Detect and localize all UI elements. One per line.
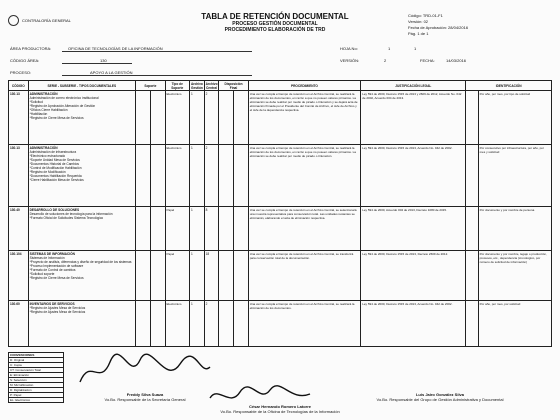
signature-role: Vo.Bo. Responsable del Grupo de Gestión Administrativa y Documental [376, 397, 504, 402]
series-name: SISTEMAS DE INFORMACIÓN [29, 251, 75, 256]
disposicion-ct-cell [219, 207, 234, 251]
document-type-item: *Soporte Unidad Mesa de Servicios [29, 157, 80, 162]
hoja-de-value: 1 [414, 46, 417, 51]
document-type-item: *Documentos Habilitación Requerida [29, 173, 82, 178]
proceso-label: PROCESO: [10, 70, 32, 75]
logo [8, 14, 78, 26]
signature-block-3 [180, 404, 380, 414]
retencion-central: 2 [204, 301, 219, 347]
code-box [408, 13, 468, 37]
disposicion-e-cell [234, 145, 249, 207]
title-block [150, 12, 400, 33]
series-name: ADMINISTRACIÓN [29, 91, 58, 96]
header-central: Archivo Central [205, 81, 218, 90]
disposicion-ct-cell [219, 145, 234, 207]
document-type-item: *Control de Modificación Habilitación [29, 165, 82, 170]
retencion-central: 8 [204, 207, 219, 251]
soporte-p-cell [136, 207, 151, 251]
row-code: 130.104 [9, 251, 29, 301]
row-code: 130.60 [9, 301, 29, 347]
version-label: VERSIÓN: [340, 58, 360, 63]
tipo-soporte: Electrónico [165, 91, 189, 145]
row-code: 130.13 [9, 145, 29, 207]
table-body [9, 91, 552, 347]
header-disposicion: Disposición Final [219, 81, 248, 91]
soporte-el-cell [150, 301, 165, 347]
seal-icon [8, 15, 19, 26]
disposicion-e-cell [234, 207, 249, 251]
document-title: TABLA DE RETENCIÓN DOCUMENTAL [201, 12, 349, 21]
approval-date-line: Fecha de Aprobación: 28/04/2016 [408, 25, 469, 30]
ident-mark-cell [466, 91, 478, 145]
table-row [9, 145, 552, 207]
logo-text: CONTRALORÍA GENERAL [22, 17, 71, 23]
page-line: Pág. 1 de 1 [408, 31, 429, 36]
convention-item: C: Copia [9, 363, 64, 368]
convention-item: D: Original [9, 358, 64, 363]
signature-block-1 [70, 392, 220, 402]
soporte-el-cell [150, 251, 165, 301]
header-tipo: Tipo de Soporte [165, 81, 189, 91]
header-procedimiento: PROCEDIMIENTO [248, 81, 361, 91]
document-type-item: *Solicitud soporte [29, 271, 55, 276]
ident-mark-cell [466, 301, 478, 347]
tipo-soporte: Papel [165, 207, 189, 251]
document-type-item: *Solicitud [29, 99, 43, 104]
signature-name: Luis Jairo González Silva [415, 392, 464, 397]
identificacion-text: Por documento y por nombre de persona [478, 207, 551, 251]
header-codigo: CÓDIGO [9, 81, 29, 91]
codigo-label: CÓDIGO ÁREA: [10, 58, 40, 63]
series-name: DESARROLLO DE SOLUCIONES [29, 207, 80, 212]
version-line: Versión: 02 [408, 19, 429, 24]
document-type-item: *Registro de Modificación [29, 169, 66, 174]
document-type-item: *Formato de Control de cambios [29, 267, 76, 272]
table-row [9, 91, 552, 145]
row-code: 130.13 [9, 91, 29, 145]
justificacion-text: Ley 594 de 2000, Decreto 1515 de 2013, Decreto 2609 de 2012. [361, 251, 466, 301]
subseries-name: Administración de infraestructura [29, 149, 77, 154]
identificacion-text: Por documento y por nombre, legajo o producción, procesos, etc., dependencia (cronológico, por número de solicitud de información) [478, 251, 551, 301]
row-code: 130.40 [9, 207, 29, 251]
signature-mark-1 [70, 352, 220, 392]
procedimiento-text: Una vez se cumpla el tiempo de retención en el Archivo Central, se seleccionará una muestra representativa para conservación total. Las unidades restantes se eliminarán, elaborando el acta de eliminación respectiva. [248, 207, 361, 251]
justificacion-text: Ley 594 de 2000, Decreto 1515 de 2013, Acuerdo No. 042 de 2002. [361, 145, 466, 207]
disposicion-ct-cell [219, 301, 234, 347]
row-serie-cell [28, 301, 136, 347]
justificacion-text: Ley 594 de 2000, Decreto 1515 de 2013 y 2609 de 2012, Acuerdo No. 042 de 2002, Acuerdo 004 de 2013. [361, 91, 466, 145]
process-subtitle: PROCESO GESTIÓN DOCUMENTAL [232, 21, 318, 27]
signature-name: César Hernando Romero Latorre [248, 404, 311, 409]
conventions-title: CONVENCIONES [9, 353, 64, 358]
codigo-underline [62, 63, 132, 64]
justificacion-text: Ley 594 de 2000, Decreto 1515 de 2013, Acuerdo No. 042 de 2002. [361, 301, 466, 347]
retention-table [8, 80, 552, 347]
fecha-label: FECHA: [420, 58, 435, 63]
document-type-item: *Formato Oficial de Solicitudes Sistema Tecnológico [29, 215, 104, 220]
proceso-value: APOYO A LA GESTIÓN [90, 70, 133, 75]
subseries-name: Administración de correo electrónico institucional [29, 95, 99, 100]
retencion-gestion: 1 [189, 301, 204, 347]
retencion-gestion: 1 [189, 91, 204, 145]
header-serie: SERIE - SUBSERIE - TIPOS DOCUMENTALES [28, 81, 136, 91]
table-row [9, 251, 552, 301]
hoja-value: 1 [388, 46, 391, 51]
table-header-row [9, 81, 552, 91]
convention-item: S: Selección [9, 378, 64, 383]
convention-item: M: Microfilmación [9, 383, 64, 388]
document-type-item: *Documentos Historial de Cambios [29, 161, 79, 166]
version-value: 2 [384, 58, 387, 63]
disposicion-e-cell [234, 251, 249, 301]
row-serie-cell [28, 207, 136, 251]
tipo-soporte: Electrónico [165, 301, 189, 347]
signature-role: Vo.Bo. Responsable de la Oficina de Tecnologías de la Información [220, 409, 340, 414]
header-gestion: Archivo Gestión [190, 81, 203, 90]
retencion-gestion: 1 [189, 207, 204, 251]
table-row [9, 207, 552, 251]
soporte-p-cell [136, 251, 151, 301]
convention-item: E: Eliminación [9, 373, 64, 378]
disposicion-ct-cell [219, 251, 234, 301]
disposicion-e-cell [234, 301, 249, 347]
document-type-item: *Registro de Ajustes Mesa de Servicios [29, 305, 86, 310]
retencion-central: 18 [204, 251, 219, 301]
table-row [9, 301, 552, 347]
document-type-item: *Registro de Cierre Mesa de Servicios [29, 275, 84, 280]
tipo-soporte: Papel [165, 251, 189, 301]
area-underline [62, 51, 252, 52]
procedimiento-text: Una vez se cumpla el tiempo de retención en el Archivo Central, se transferirá para conservación total de la documentación. [248, 251, 361, 301]
document-type-item: *Habilitación [29, 111, 48, 116]
soporte-p-cell [136, 145, 151, 207]
signature-name: Freddy Silva Suaza [126, 392, 164, 397]
series-name: ADMINISTRACIÓN [29, 145, 58, 150]
header-identificacion: IDENTIFICACIÓN [466, 81, 552, 91]
hoja-label: HOJA No: [340, 46, 358, 51]
area-label: ÁREA PRODUCTORA: [10, 46, 52, 51]
retencion-central: 2 [204, 145, 219, 207]
document-type-item: *Registro de Cierre Mesa de Servicios [29, 115, 84, 120]
tipo-soporte: Electrónico [165, 145, 189, 207]
document-type-item: *Registro de Ajustes Mesa de Servicios [29, 309, 86, 314]
convention-item: P: Papel [9, 393, 64, 398]
subseries-name: Sistemas de Información [29, 255, 65, 260]
proceso-underline [62, 75, 252, 76]
retencion-gestion: 1 [189, 251, 204, 301]
conventions-table [8, 352, 64, 403]
signature-role: Vo.Bo. Responsable de la Secretaría General [104, 397, 186, 402]
identificacion-text: Por consecutivo por infraestructura, por año, por mes y solicitud [478, 145, 551, 207]
disposicion-e-cell [234, 91, 249, 145]
signature-block-2 [340, 392, 540, 402]
row-serie-cell [28, 145, 136, 207]
identificacion-text: Por año, por mes, por solicitud [478, 301, 551, 347]
procedimiento-text: Una vez se cumpla el tiempo de retención en el Archivo Central, se realizará la eliminación de los documentos. [248, 301, 361, 347]
row-serie-cell [28, 91, 136, 145]
soporte-el-cell [150, 91, 165, 145]
document-type-item: *Electrónico estructurado [29, 153, 66, 158]
soporte-el-cell [150, 145, 165, 207]
convention-item: CT: Conservación Total [9, 368, 64, 373]
disposicion-ct-cell [219, 91, 234, 145]
series-name: INVENTARIOS DE SERVICIOS [29, 301, 75, 306]
code-line: Código: TRD-01-F1 [408, 13, 443, 18]
soporte-p-cell [136, 301, 151, 347]
area-value: OFICINA DE TECNOLOGÍAS DE LA INFORMACIÓN [68, 46, 163, 51]
row-serie-cell [28, 251, 136, 301]
convention-item: D: Digitalización [9, 388, 64, 393]
ident-mark-cell [466, 251, 478, 301]
fecha-value: 14/03/2016 [446, 58, 467, 63]
header-soporte: Soporte [136, 81, 165, 91]
retencion-gestion: 1 [189, 145, 204, 207]
convention-item: EL: Electrónico [9, 398, 64, 403]
header-justificacion: JUSTIFICACIÓN LEGAL [361, 81, 466, 91]
soporte-el-cell [150, 207, 165, 251]
subseries-name: Desarrollo de soluciones de tecnología para la información [29, 211, 113, 216]
document-type-item: *Cierre Habilitación Mesa de Servicios [29, 177, 84, 182]
identificacion-text: Por año, por mes, por tipo de solicitud [478, 91, 551, 145]
procedimiento-text: Una vez se cumpla el tiempo de retención en el Archivo Central, se realizará la eliminación de los documentos, en razón a que no poseen valores primarios. La eliminación se debe realizar por medio de picado o trituración. [248, 145, 361, 207]
ident-mark-cell [466, 145, 478, 207]
codigo-value: 130 [100, 58, 107, 63]
document-type-item: *Oficios Cierre Habilitación [29, 107, 68, 112]
justificacion-text: Ley 594 de 2000, Acuerdo 004 de 2013, Decreto 1080 de 2015. [361, 207, 466, 251]
soporte-p-cell [136, 91, 151, 145]
ident-mark-cell [466, 207, 478, 251]
retencion-central: 2 [204, 91, 219, 145]
document-type-item: *Proyecto de análisis, diferencias y diseño de seguridad de los sistemas [29, 259, 132, 264]
procedimiento-text: Una vez se cumpla el tiempo de retención en el Archivo Central, se realizará la eliminación de los documentos, en razón a que no poseen valores primarios. La eliminación se debe realizar por medio de picado o trituración y se dejará acta de eliminación firmada por el Presidente del Comité de Archivo, el Jefe de Archivo y el Jefe de la dependencia respectiva. [248, 91, 361, 145]
document-type-item: *Proceso Implementación de software [29, 263, 84, 268]
procedure-subtitle: PROCEDIMIENTO ELABORACIÓN DE TRD [224, 27, 326, 33]
document-type-item: *Registro de Aprobación Alteración de Gestión [29, 103, 96, 108]
